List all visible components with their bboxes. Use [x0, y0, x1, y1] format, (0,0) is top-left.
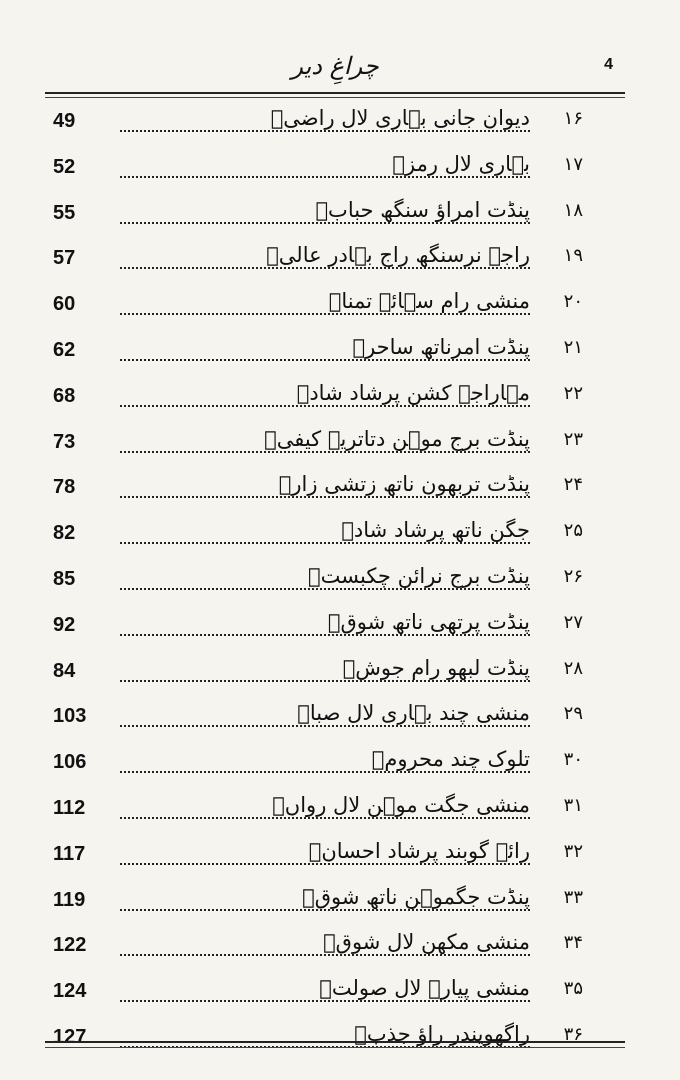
- toc-entry: [45, 879, 625, 925]
- entry-poet-name: بہاری لال رمزؔ: [388, 152, 530, 176]
- entry-page-number: 68: [53, 384, 76, 407]
- entry-poet-name: پنڈت لبھو رام جوشؔ: [339, 656, 530, 680]
- entry-serial-number: ۳۱: [563, 794, 583, 816]
- toc-entry: [45, 970, 625, 1016]
- entry-serial-number: ۲۰: [563, 291, 583, 313]
- toc-entry: [45, 741, 625, 787]
- entry-page-number: 122: [53, 934, 87, 957]
- entry-page-number: 82: [53, 522, 76, 545]
- entry-poet-name: رائے گوبند پرشاد احسانؔ: [305, 839, 530, 863]
- entry-page-number: 124: [53, 980, 87, 1003]
- entry-poet-name: پنڈت پرتھی ناتھ شوقؔ: [324, 610, 530, 634]
- entry-poet-name: تلوک چند محرومؔ: [368, 747, 530, 771]
- entry-serial-number: ۲۹: [563, 703, 583, 725]
- entry-page-number: 62: [53, 338, 76, 361]
- leader-dots: [120, 267, 530, 269]
- entry-page-number: 49: [53, 110, 76, 132]
- entry-poet-name: راگھویندر راؤ جذبؔ: [350, 1022, 530, 1046]
- entry-serial-number: ۳۵: [563, 978, 583, 1000]
- toc-entry: [45, 421, 625, 467]
- toc-entry: [45, 466, 625, 512]
- entry-serial-number: ۱۶: [563, 108, 583, 129]
- leader-dots: [120, 725, 530, 727]
- entry-serial-number: ۲۳: [563, 428, 583, 450]
- entry-poet-name: دیوان جانی بہاری لال راضیؔ: [267, 106, 530, 130]
- toc-entry: [45, 558, 625, 604]
- entry-poet-name: منشی مکھن لال شوقؔ: [319, 930, 530, 954]
- toc-entry: [45, 329, 625, 375]
- entry-page-number: 73: [53, 430, 76, 453]
- leader-dots: [120, 634, 530, 636]
- toc-entry: [45, 695, 625, 741]
- table-of-contents: [45, 100, 625, 1062]
- entry-page-number: 55: [53, 201, 76, 224]
- entry-serial-number: ۲۴: [563, 474, 583, 496]
- entry-poet-name: جگن ناتھ پرشاد شادؔ: [337, 518, 530, 542]
- entry-page-number: 106: [53, 751, 87, 774]
- page-header: [45, 50, 625, 90]
- toc-entry: [45, 512, 625, 558]
- leader-dots: [120, 496, 530, 498]
- toc-entry: [45, 100, 625, 146]
- leader-dots: [120, 954, 530, 956]
- entry-serial-number: ۳۴: [563, 932, 583, 954]
- entry-page-number: 52: [53, 155, 76, 178]
- toc-entry: [45, 604, 625, 650]
- entry-serial-number: ۱۹: [563, 245, 583, 267]
- page-number: 4: [604, 56, 613, 73]
- entry-serial-number: ۱۸: [563, 199, 583, 221]
- toc-entry: [45, 1016, 625, 1062]
- entry-page-number: 112: [53, 796, 86, 819]
- entry-serial-number: ۳۳: [563, 886, 583, 908]
- leader-dots: [120, 405, 530, 407]
- header-rule: [45, 92, 625, 94]
- leader-dots: [120, 863, 530, 865]
- entry-page-number: 127: [53, 1025, 87, 1048]
- entry-page-number: 117: [53, 842, 86, 865]
- footer-rule: [45, 1041, 625, 1043]
- leader-dots: [120, 817, 530, 819]
- entry-poet-name: منشی جگت موہن لال رواںؔ: [268, 793, 530, 817]
- entry-serial-number: ۳۶: [563, 1023, 583, 1045]
- leader-dots: [120, 588, 530, 590]
- entry-page-number: 85: [53, 567, 76, 590]
- toc-entry: [45, 237, 625, 283]
- book-title: چراغِ دیر: [291, 52, 379, 80]
- entry-serial-number: ۲۶: [563, 565, 583, 587]
- entry-poet-name: منشی پیارے لال صولتؔ: [315, 976, 530, 1000]
- entry-page-number: 92: [53, 613, 76, 636]
- toc-entry: [45, 146, 625, 192]
- leader-dots: [120, 130, 530, 132]
- entry-poet-name: پنڈت امراؤ سنگھ حبابؔ: [311, 198, 530, 222]
- leader-dots: [120, 359, 530, 361]
- entry-page-number: 78: [53, 476, 76, 499]
- toc-entry: [45, 650, 625, 696]
- entry-serial-number: ۳۲: [563, 840, 583, 862]
- leader-dots: [120, 176, 530, 178]
- entry-poet-name: پنڈت امرناتھ ساحرؔ: [348, 335, 530, 359]
- toc-entry: [45, 833, 625, 879]
- entry-poet-name: پنڈت جگموہن ناتھ شوقؔ: [298, 885, 530, 909]
- entry-serial-number: ۲۸: [563, 657, 583, 679]
- toc-entry: [45, 375, 625, 421]
- leader-dots: [120, 909, 530, 911]
- entry-poet-name: منشی چند بہاری لال صباؔ: [293, 701, 530, 725]
- entry-serial-number: ۲۷: [563, 611, 583, 633]
- entry-serial-number: ۱۷: [563, 153, 583, 175]
- entry-page-number: 119: [53, 888, 86, 911]
- leader-dots: [120, 771, 530, 773]
- entry-serial-number: ۳۰: [563, 749, 583, 771]
- entry-poet-name: منشی رام سہائے تمناؔ: [325, 289, 530, 313]
- toc-entry: [45, 283, 625, 329]
- entry-page-number: 84: [53, 659, 76, 682]
- toc-entry: [45, 924, 625, 970]
- toc-entry: [45, 192, 625, 238]
- entry-poet-name: راجہ نرسنگھ راج بہادر عالیؔ: [262, 243, 530, 267]
- footer-rule-thin: [45, 1047, 625, 1048]
- entry-poet-name: پنڈت برج موہن دتاتریہ کیفیؔ: [260, 427, 530, 451]
- leader-dots: [120, 222, 530, 224]
- entry-poet-name: مہاراجہ کشن پرشاد شادؔ: [293, 381, 530, 405]
- leader-dots: [120, 680, 530, 682]
- entry-page-number: 57: [53, 247, 76, 270]
- leader-dots: [120, 313, 530, 315]
- entry-serial-number: ۲۱: [563, 336, 583, 358]
- header-rule-thin: [45, 97, 625, 98]
- leader-dots: [120, 542, 530, 544]
- entry-serial-number: ۲۵: [563, 520, 583, 542]
- entry-page-number: 60: [53, 293, 76, 316]
- leader-dots: [120, 1000, 530, 1002]
- entry-page-number: 103: [53, 705, 87, 728]
- entry-serial-number: ۲۲: [563, 382, 583, 404]
- entry-poet-name: پنڈت تربھون ناتھ زتشی زارؔ: [275, 472, 530, 496]
- toc-entry: [45, 787, 625, 833]
- entry-poet-name: پنڈت برج نرائن چکبستؔ: [304, 564, 530, 588]
